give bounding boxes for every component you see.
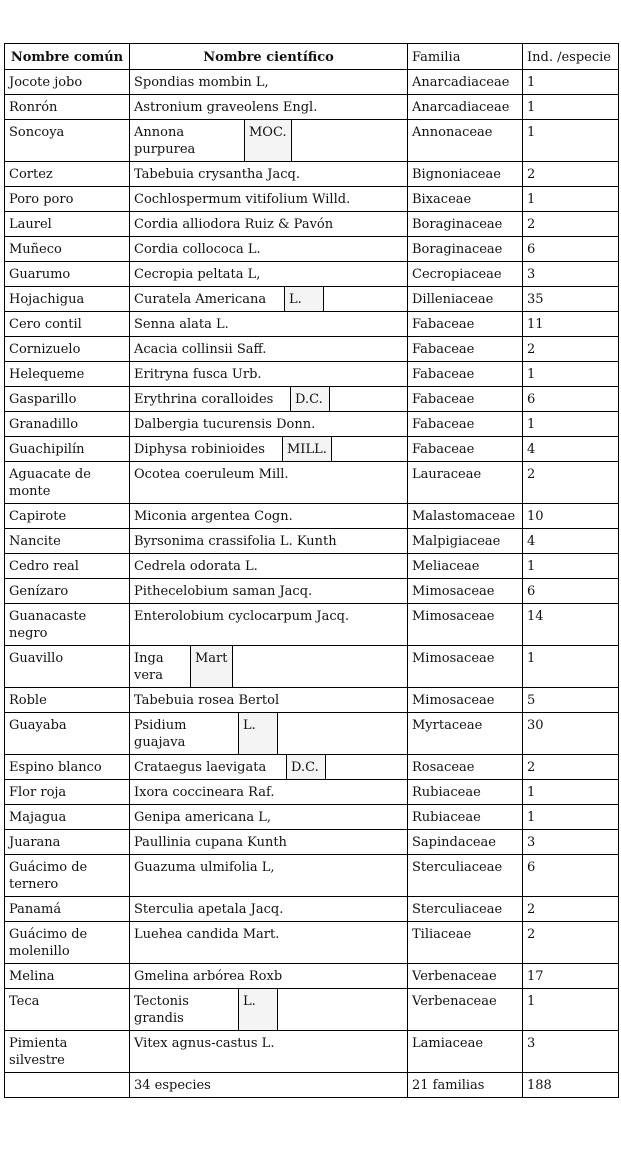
individuals-cell: 1 (523, 187, 619, 212)
family-cell: Malastomaceae (408, 504, 523, 529)
family-cell: Mimosaceae (408, 579, 523, 604)
common-name-cell: Cero contil (5, 312, 130, 337)
family-cell: Annonaceae (408, 120, 523, 162)
table-row (5, 70, 619, 95)
table-row (5, 1031, 619, 1073)
scientific-name-cell (130, 120, 408, 162)
table-row (5, 504, 619, 529)
scientific-name-cell: Cordia alliodora Ruiz & Pavón (130, 212, 408, 237)
table-row (5, 646, 619, 688)
scientific-name-cell: Tabebuia crysantha Jacq. (130, 162, 408, 187)
scientific-name-cell: Paullinia cupana Kunth (130, 830, 408, 855)
table-row (5, 830, 619, 855)
common-name-cell: Laurel (5, 212, 130, 237)
table-row (5, 362, 619, 387)
scientific-name-cell (130, 989, 408, 1031)
table-row (5, 554, 619, 579)
common-name-cell: Guayaba (5, 713, 130, 755)
table-row (5, 713, 619, 755)
scientific-name-split (130, 120, 407, 161)
individuals-cell: 3 (523, 1031, 619, 1073)
species-author: L. (284, 287, 324, 311)
scientific-name-cell: Gmelina arbórea Roxb (130, 964, 408, 989)
table-row (5, 855, 619, 897)
table-row (5, 237, 619, 262)
scientific-name-cell: Spondias mombin L, (130, 70, 408, 95)
common-name-cell: Genízaro (5, 579, 130, 604)
family-cell: Fabaceae (408, 337, 523, 362)
common-name-cell: Cortez (5, 162, 130, 187)
table-row (5, 529, 619, 554)
common-name-cell: Juarana (5, 830, 130, 855)
individuals-cell: 1 (523, 805, 619, 830)
common-name-cell: Gasparillo (5, 387, 130, 412)
scientific-name-cell: Byrsonima crassifolia L. Kunth (130, 529, 408, 554)
species-author: MOC. (244, 120, 292, 161)
species-name: Annona purpurea (134, 125, 196, 157)
species-name: Tectonis grandis (134, 994, 189, 1026)
species-name: Erythrina coralloides (134, 392, 274, 407)
individuals-cell: 6 (523, 855, 619, 897)
common-name-cell: Pimienta silvestre (5, 1031, 130, 1073)
table-row (5, 412, 619, 437)
species-author: L. (238, 989, 278, 1030)
scientific-name-split (130, 755, 407, 779)
scientific-name-cell: Vitex agnus-castus L. (130, 1031, 408, 1073)
scientific-name-cell: Astronium graveolens Engl. (130, 95, 408, 120)
table-row (5, 922, 619, 964)
individuals-cell: 11 (523, 312, 619, 337)
table-row (5, 897, 619, 922)
individuals-cell: 2 (523, 462, 619, 504)
individuals-cell: 4 (523, 437, 619, 462)
scientific-name-cell (130, 713, 408, 755)
scientific-name-cell: Genipa americana L, (130, 805, 408, 830)
species-name: Curatela Americana (134, 292, 267, 307)
individuals-cell: 1 (523, 120, 619, 162)
family-cell: Meliaceae (408, 554, 523, 579)
scientific-name-cell: Guazuma ulmifolia L, (130, 855, 408, 897)
family-cell: Lauraceae (408, 462, 523, 504)
scientific-name-cell (130, 387, 408, 412)
common-name-cell: Panamá (5, 897, 130, 922)
family-cell: Verbenaceae (408, 964, 523, 989)
table-row (5, 462, 619, 504)
individuals-cell: 6 (523, 579, 619, 604)
scientific-name-cell (130, 646, 408, 688)
individuals-cell: 2 (523, 162, 619, 187)
species-author: D.C. (286, 755, 326, 779)
common-name-cell: Guácimo de molenillo (5, 922, 130, 964)
scientific-name-cell (130, 755, 408, 780)
family-cell: Sterculiaceae (408, 855, 523, 897)
species-author: Mart (190, 646, 233, 687)
family-cell: Myrtaceae (408, 713, 523, 755)
individuals-cell: 2 (523, 897, 619, 922)
individuals-cell: 1 (523, 554, 619, 579)
scientific-name-cell: Ixora coccineara Raf. (130, 780, 408, 805)
scientific-name-cell (130, 437, 408, 462)
table-row (5, 212, 619, 237)
header-individuals: Ind. /especie (523, 44, 619, 70)
individuals-cell: 1 (523, 646, 619, 688)
header-scientific-name: Nombre científico (130, 44, 408, 70)
family-cell: Boraginaceae (408, 212, 523, 237)
family-cell: Rubiaceae (408, 805, 523, 830)
individuals-cell: 1 (523, 70, 619, 95)
table-row (5, 989, 619, 1031)
scientific-name-cell: Cordia collococa L. (130, 237, 408, 262)
scientific-name-split (130, 387, 407, 411)
individuals-cell: 1 (523, 412, 619, 437)
individuals-cell: 35 (523, 287, 619, 312)
common-name-cell: Majagua (5, 805, 130, 830)
totals-common (5, 1073, 130, 1098)
table-row (5, 387, 619, 412)
family-cell: Fabaceae (408, 387, 523, 412)
header-row (5, 44, 619, 70)
individuals-cell: 3 (523, 262, 619, 287)
header-family: Familia (408, 44, 523, 70)
table-row (5, 579, 619, 604)
common-name-cell: Guachipilín (5, 437, 130, 462)
common-name-cell: Guácimo de ternero (5, 855, 130, 897)
family-cell: Lamiaceae (408, 1031, 523, 1073)
table-header (5, 44, 619, 70)
scientific-name-cell: Sterculia apetala Jacq. (130, 897, 408, 922)
common-name-cell: Guarumo (5, 262, 130, 287)
table-footer (5, 1073, 619, 1098)
scientific-name-cell: Tabebuia rosea Bertol (130, 688, 408, 713)
table-row (5, 162, 619, 187)
scientific-name-split (130, 646, 407, 687)
family-cell: Fabaceae (408, 362, 523, 387)
table-row (5, 755, 619, 780)
species-author: MILL. (282, 437, 332, 461)
species-name: Crataegus laevigata (134, 760, 267, 775)
species-name: Diphysa robinioides (134, 442, 265, 457)
family-cell: Sterculiaceae (408, 897, 523, 922)
family-cell: Dilleniaceae (408, 287, 523, 312)
common-name-cell: Espino blanco (5, 755, 130, 780)
species-author: L. (238, 713, 278, 754)
common-name-cell: Helequeme (5, 362, 130, 387)
table-row (5, 120, 619, 162)
family-cell: Anarcadiaceae (408, 95, 523, 120)
table-row (5, 805, 619, 830)
family-cell: Bignoniaceae (408, 162, 523, 187)
common-name-cell: Soncoya (5, 120, 130, 162)
scientific-name-cell: Cecropia peltata L, (130, 262, 408, 287)
table-row (5, 262, 619, 287)
scientific-name-split (130, 287, 407, 311)
common-name-cell: Melina (5, 964, 130, 989)
table-row (5, 780, 619, 805)
common-name-cell: Jocote jobo (5, 70, 130, 95)
common-name-cell: Flor roja (5, 780, 130, 805)
individuals-cell: 6 (523, 387, 619, 412)
scientific-name-cell: Eritryna fusca Urb. (130, 362, 408, 387)
scientific-name-cell: Enterolobium cyclocarpum Jacq. (130, 604, 408, 646)
common-name-cell: Nancite (5, 529, 130, 554)
common-name-cell: Granadillo (5, 412, 130, 437)
individuals-cell: 6 (523, 237, 619, 262)
table-row (5, 312, 619, 337)
family-cell: Bixaceae (408, 187, 523, 212)
common-name-cell: Ronrón (5, 95, 130, 120)
table-body (5, 70, 619, 1073)
common-name-cell: Guavillo (5, 646, 130, 688)
table-row (5, 187, 619, 212)
totals-species: 34 especies (130, 1073, 408, 1098)
scientific-name-split (130, 437, 407, 461)
species-name: Psidium guajava (134, 718, 187, 750)
individuals-cell: 2 (523, 212, 619, 237)
family-cell: Fabaceae (408, 437, 523, 462)
family-cell: Verbenaceae (408, 989, 523, 1031)
scientific-name-split (130, 989, 407, 1030)
common-name-cell: Capirote (5, 504, 130, 529)
family-cell: Rosaceae (408, 755, 523, 780)
family-cell: Anarcadiaceae (408, 70, 523, 95)
scientific-name-cell (130, 287, 408, 312)
individuals-cell: 4 (523, 529, 619, 554)
individuals-cell: 2 (523, 337, 619, 362)
individuals-cell: 17 (523, 964, 619, 989)
scientific-name-cell: Ocotea coeruleum Mill. (130, 462, 408, 504)
family-cell: Cecropiaceae (408, 262, 523, 287)
species-name: Inga vera (134, 651, 164, 683)
scientific-name-cell: Dalbergia tucurensis Donn. (130, 412, 408, 437)
family-cell: Fabaceae (408, 412, 523, 437)
common-name-cell: Poro poro (5, 187, 130, 212)
individuals-cell: 10 (523, 504, 619, 529)
family-cell: Mimosaceae (408, 646, 523, 688)
individuals-cell: 1 (523, 780, 619, 805)
family-cell: Fabaceae (408, 312, 523, 337)
family-cell: Mimosaceae (408, 688, 523, 713)
header-common-name: Nombre común (5, 44, 130, 70)
scientific-name-cell: Pithecelobium saman Jacq. (130, 579, 408, 604)
totals-families: 21 familias (408, 1073, 523, 1098)
totals-row (5, 1073, 619, 1098)
table-row (5, 337, 619, 362)
scientific-name-cell: Cedrela odorata L. (130, 554, 408, 579)
scientific-name-cell: Miconia argentea Cogn. (130, 504, 408, 529)
scientific-name-cell: Luehea candida Mart. (130, 922, 408, 964)
table-row (5, 604, 619, 646)
individuals-cell: 5 (523, 688, 619, 713)
common-name-cell: Teca (5, 989, 130, 1031)
common-name-cell: Aguacate de monte (5, 462, 130, 504)
scientific-name-split (130, 713, 407, 754)
common-name-cell: Roble (5, 688, 130, 713)
family-cell: Boraginaceae (408, 237, 523, 262)
common-name-cell: Guanacaste negro (5, 604, 130, 646)
individuals-cell: 1 (523, 95, 619, 120)
table-row (5, 964, 619, 989)
scientific-name-cell: Acacia collinsii Saff. (130, 337, 408, 362)
species-author: D.C. (290, 387, 330, 411)
table-row (5, 287, 619, 312)
family-cell: Malpigiaceae (408, 529, 523, 554)
common-name-cell: Cornizuelo (5, 337, 130, 362)
individuals-cell: 1 (523, 989, 619, 1031)
individuals-cell: 2 (523, 922, 619, 964)
individuals-cell: 14 (523, 604, 619, 646)
family-cell: Rubiaceae (408, 780, 523, 805)
common-name-cell: Cedro real (5, 554, 130, 579)
common-name-cell: Muñeco (5, 237, 130, 262)
table-row (5, 688, 619, 713)
scientific-name-cell: Senna alata L. (130, 312, 408, 337)
individuals-cell: 3 (523, 830, 619, 855)
individuals-cell: 2 (523, 755, 619, 780)
table-row (5, 437, 619, 462)
individuals-cell: 30 (523, 713, 619, 755)
totals-individuals: 188 (523, 1073, 619, 1098)
family-cell: Sapindaceae (408, 830, 523, 855)
family-cell: Tiliaceae (408, 922, 523, 964)
family-cell: Mimosaceae (408, 604, 523, 646)
common-name-cell: Hojachigua (5, 287, 130, 312)
table-row (5, 95, 619, 120)
individuals-cell: 1 (523, 362, 619, 387)
scientific-name-cell: Cochlospermum vitifolium Willd. (130, 187, 408, 212)
species-table (4, 43, 619, 1098)
